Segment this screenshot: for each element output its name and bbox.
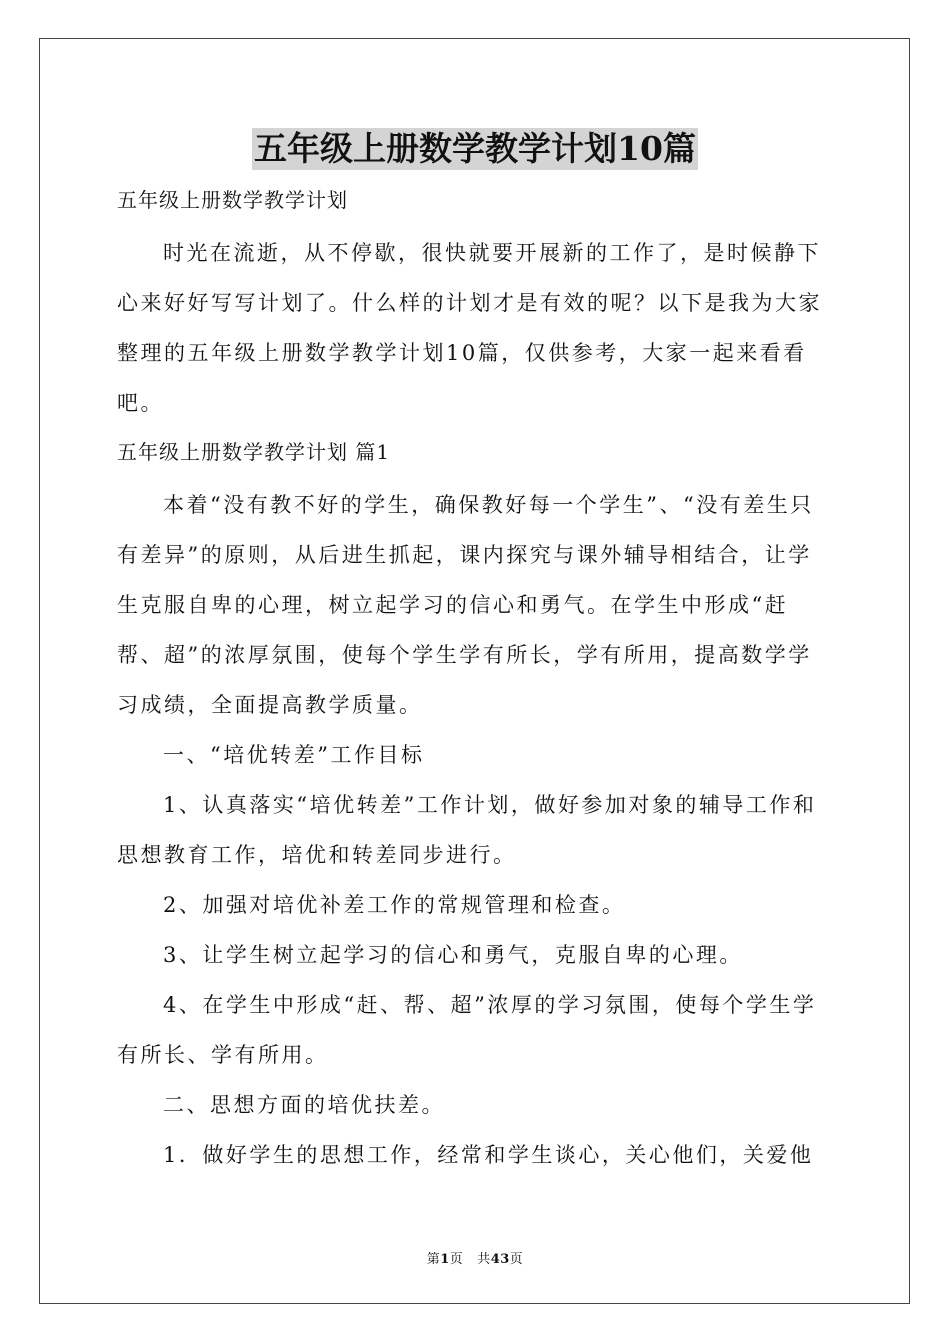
goal-item-2: 2、加强对培优补差工作的常规管理和检查。 [163,893,626,917]
document-title: 五年级上册数学教学计划10篇 [254,129,696,168]
page-footer [0,1248,950,1267]
page-prefix: 第 [426,1252,441,1267]
document-body [117,178,835,1180]
goal-heading: 一、“培优转差”工作目标 [163,743,425,767]
page-number: 1 [440,1252,450,1267]
goal-item-3: 3、让学生树立起学习的信心和勇气，克服自卑的心理。 [163,943,743,967]
goal-item-1: 1、认真落实“培优转差”工作计划，做好参加对象的辅导工作和思想教育工作，培优和转差同步进行。 [117,793,817,867]
total-pages: 43 [490,1252,510,1267]
thought-heading: 二、思想方面的培优扶差。 [163,1093,445,1117]
goal-item-4: 4、在学生中形成“赶、帮、超”浓厚的学习氛围，使每个学生学有所长、学有所用。 [117,993,817,1067]
section-heading: 五年级上册数学教学计划 篇1 [117,440,391,464]
total-suffix: 页 [509,1252,524,1267]
intro-paragraph: 时光在流逝，从不停歇，很快就要开展新的工作了，是时候静下心来好好写写计划了。什么样的计划才是有效的呢？以下是我为大家整理的五年级上册数学教学计划10篇，仅供参考，大家一起来看看吧。 [117,241,822,415]
page-suffix: 页 [449,1252,464,1267]
thought-item-1: 1．做好学生的思想工作，经常和学生谈心，关心他们，关爱他 [163,1143,814,1167]
document-subtitle: 五年级上册数学教学计划 [117,188,348,212]
body-paragraph-1: 本着“没有教不好的学生，确保教好每一个学生”、“没有差生只有差异”的原则，从后进生抓起，课内探究与课外辅导相结合，让学生克服自卑的心理，树立起学习的信心和勇气。在学生中形成“赶帮、超”的浓厚氛围，使每个学生学有所长，学有所用，提高数学学习成绩，全面提高教学质量。 [117,493,814,717]
total-prefix: 共 [477,1252,491,1267]
title-container [0,128,950,170]
